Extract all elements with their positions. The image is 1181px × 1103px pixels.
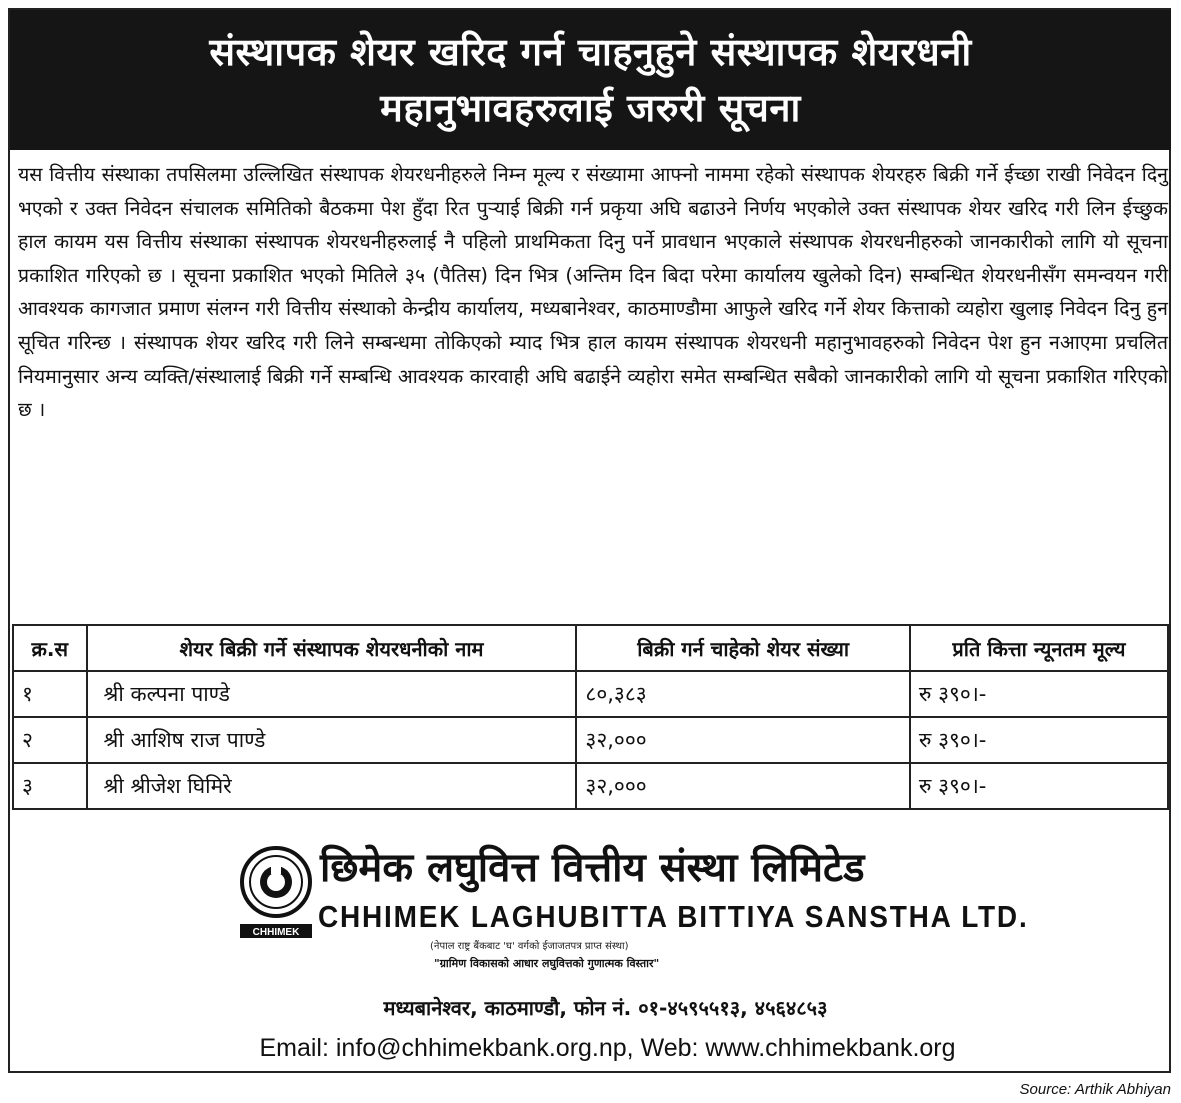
cell-serial: ३ bbox=[13, 763, 87, 809]
header-min-price: प्रति कित्ता न्यूनतम मूल्य bbox=[910, 625, 1168, 671]
shareholder-table bbox=[12, 624, 1169, 810]
org-email-web: Email: info@chhimekbank.org.np, Web: www.chhimekbank.org bbox=[259, 1034, 956, 1062]
org-address-phone: मध्यबानेश्वर, काठमाण्डौ, फोन नं. ०१-४५९५५१३, ४५६४८५३ bbox=[383, 996, 828, 1020]
chhimek-logo-icon bbox=[238, 844, 314, 940]
cell-min-price: रु ३९०।- bbox=[910, 671, 1168, 717]
cell-share-count: ३२,००० bbox=[576, 717, 909, 763]
header-share-count: बिक्री गर्न चाहेको शेयर संख्या bbox=[576, 625, 909, 671]
org-name-nepali: छिमेक लघुवित्त वित्तीय संस्था लिमिटेड bbox=[320, 845, 865, 891]
table-header-row bbox=[13, 625, 1168, 671]
table-row bbox=[13, 763, 1168, 809]
table-row bbox=[13, 717, 1168, 763]
org-tagline: "ग्रामिण विकासको आधार लघुवित्तको गुणात्मक विस्तार" bbox=[434, 957, 660, 970]
cell-name: श्री श्रीजेश घिमिरे bbox=[87, 763, 577, 809]
logo-label: CHHIMEK bbox=[252, 927, 300, 938]
cell-min-price: रु ३९०।- bbox=[910, 763, 1168, 809]
cell-share-count: ३२,००० bbox=[576, 763, 909, 809]
header-title-line-1: संस्थापक शेयर खरिद गर्न चाहनुहुने संस्थापक शेयरधनी bbox=[209, 30, 972, 74]
header-serial: क्र.स bbox=[13, 625, 87, 671]
cell-name: श्री कल्पना पाण्डे bbox=[87, 671, 577, 717]
cell-share-count: ८०,३८३ bbox=[576, 671, 909, 717]
source-credit: Source: Arthik Abhiyan bbox=[1019, 1081, 1171, 1098]
cell-min-price: रु ३९०।- bbox=[910, 717, 1168, 763]
notice-header bbox=[10, 10, 1171, 150]
header-title-line-2: महानुभावहरुलाई जरुरी सूचना bbox=[380, 86, 801, 130]
cell-name: श्री आशिष राज पाण्डे bbox=[87, 717, 577, 763]
shareholder-table-wrap bbox=[12, 624, 1169, 810]
notice-body: यस वित्तीय संस्थाका तपसिलमा उल्लिखित संस्थापक शेयरधनीहरुले निम्न मूल्य र संख्यामा आफ्नो नाममा रहेको संस्थापक शेयरहरु बिक्री गर्ने ईच्छा राखी निवेदन दिनु भएको र उक्त निवेदन संचालक समितिको बैठकमा पेश हुँदा रित पुर्‍याई बिक्री गर्न प्रकृया अघि बढाउने निर्णय भएकोले उक्त संस्थापक शेयर खरिद गरी लिन ईच्छुक हाल कायम यस वित्तीय संस्थाका संस्थापक शेयरधनीहरुलाई नै पहिलो प्राथमिकता दिनु पर्ने प्रावधान भएकाले संस्थापक शेयरधनीहरुको जानकारीको लागि यो सूचना प्रकाशित गरिएको छ । सूचना प्रकाशित भएको मितिले ३५ (पैतिस) दिन भित्र (अन्तिम दिन बिदा परेमा कार्यालय खुलेको दिन) सम्बन्धित शेयरधनीसँग समन्वयन गरी आवश्यक कागजात प्रमाण संलग्न गरी वित्तीय संस्थाको केन्द्रीय कार्यालय, मध्यबानेश्वर, काठमाण्डौमा आफुले खरिद गर्ने शेयर कित्ताको व्यहोरा खुलाइ निवेदन दिनु हुन सूचित गरिन्छ । संस्थापक शेयर खरिद गरी लिने सम्बन्धमा तोकिएको म्याद भित्र हाल कायम संस्थापक शेयरधनी महानुभावहरुको निवेदन पेश हुन नआएमा प्रचलित नियमानुसार अन्य व्यक्ति/संस्थालाई बिक्री गर्ने सम्बन्धि आवश्यक कारवाही अघि बढाईने व्यहोरा समेत सम्बन्धित सबैको जानकारीको लागि यो सूचना प्रकाशित गरिएको छ । bbox=[18, 163, 1168, 422]
org-name-english: CHHIMEK LAGHUBITTA BITTIYA SANSTHA LTD. bbox=[318, 899, 1029, 934]
org-license-note: (नेपाल राष्ट्र बैंकबाट 'घ' वर्गको ईजाजतपत्र प्राप्त संस्था) bbox=[430, 941, 629, 952]
table-row bbox=[13, 671, 1168, 717]
header-name: शेयर बिक्री गर्ने संस्थापक शेयरधनीको नाम bbox=[87, 625, 577, 671]
cell-serial: २ bbox=[13, 717, 87, 763]
cell-serial: १ bbox=[13, 671, 87, 717]
